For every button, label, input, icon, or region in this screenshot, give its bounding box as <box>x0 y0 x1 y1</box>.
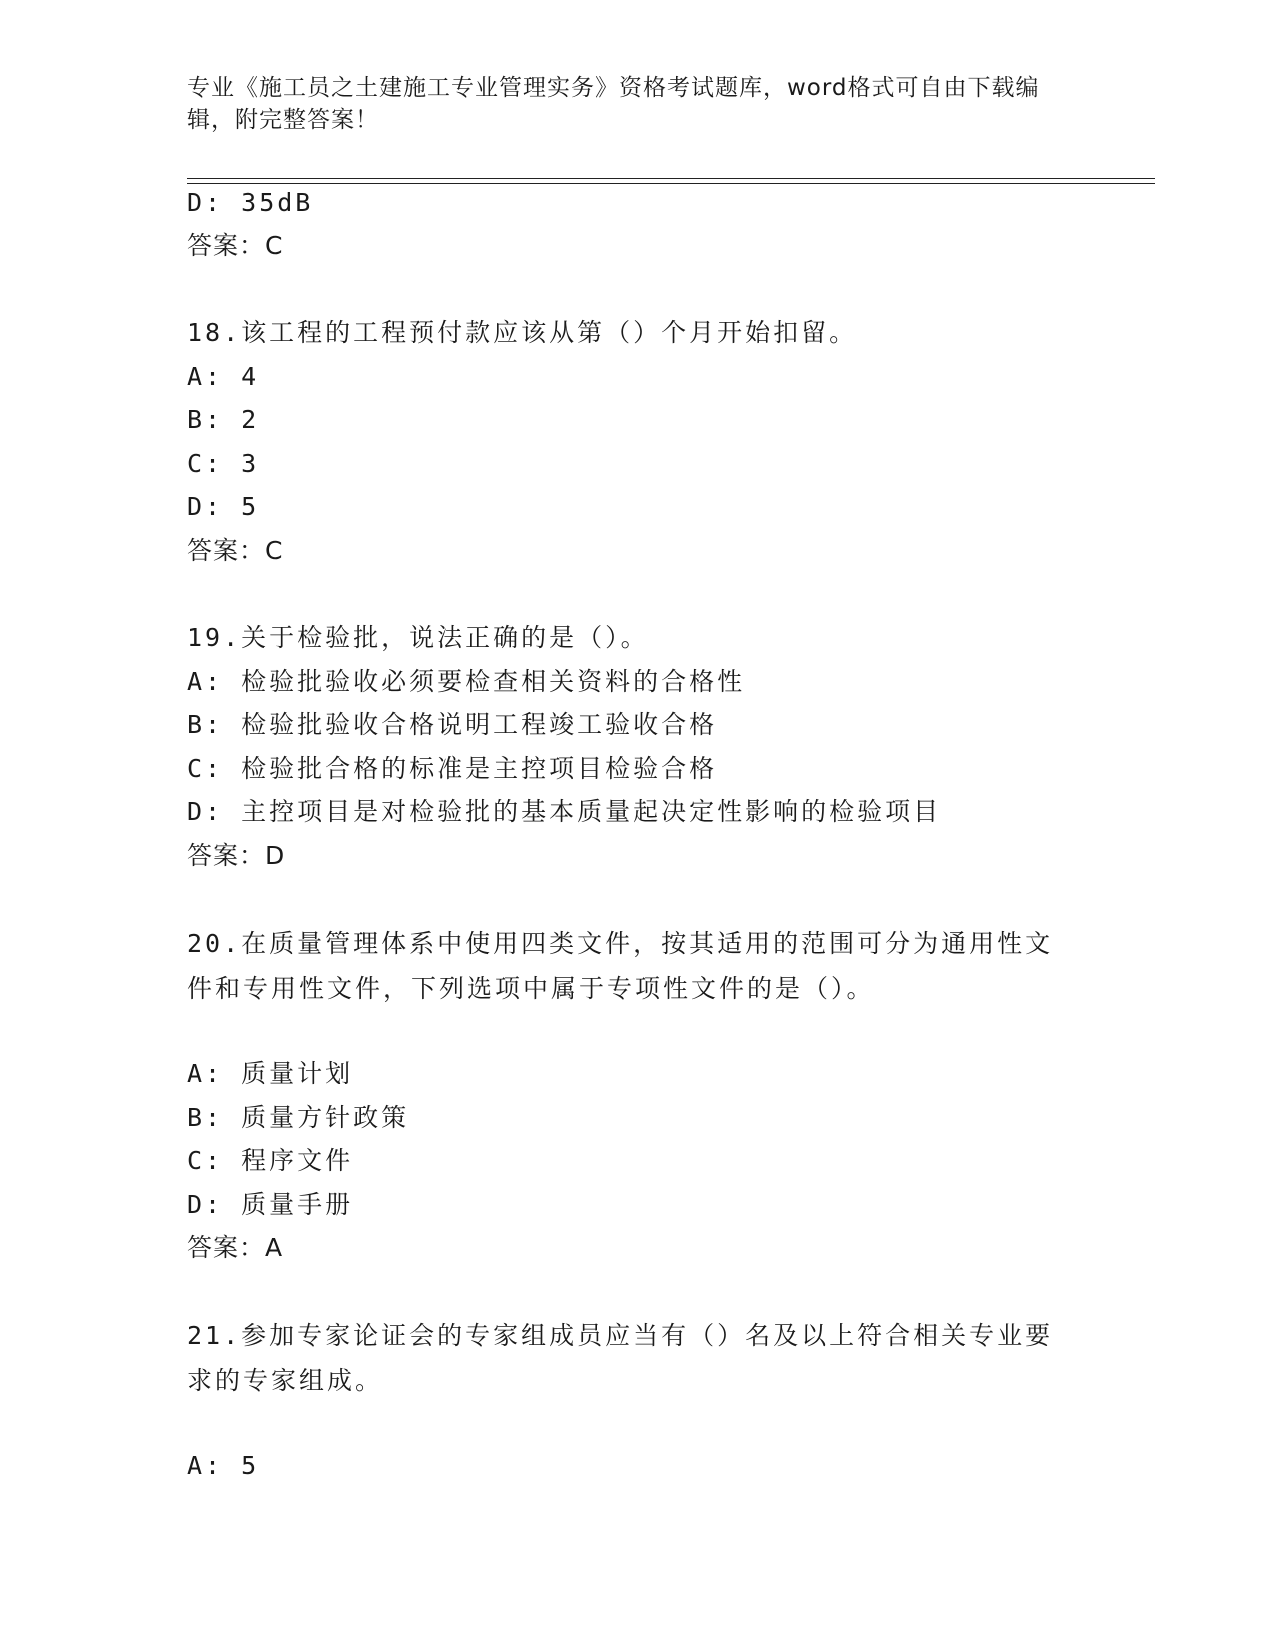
question-21-option-a: A: 5 <box>187 1451 260 1480</box>
header-divider-secondary <box>187 183 1155 184</box>
question-19-option-d: D: 主控项目是对检验批的基本质量起决定性影响的检验项目 <box>187 797 942 826</box>
question-18-answer: 答案：C <box>187 536 284 565</box>
question-19: 19.关于检验批，说法正确的是（）。 <box>187 623 649 652</box>
question-20-option-d: D: 质量手册 <box>187 1190 354 1219</box>
question-18-option-c: C: 3 <box>187 449 260 478</box>
question-21: 21.参加专家论证会的专家组成员应当有（）名及以上符合相关专业要求的专家组成。 <box>187 1321 1054 1395</box>
question-19-option-c: C: 检验批合格的标准是主控项目检验合格 <box>187 754 718 783</box>
question-20: 20.在质量管理体系中使用四类文件，按其适用的范围可分为通用性文件和专用性文件，下列选项中属于专项性文件的是（）。 <box>187 929 1054 1003</box>
question-18: 18.该工程的工程预付款应该从第（）个月开始扣留。 <box>187 318 858 347</box>
question-20-option-c: C: 程序文件 <box>187 1146 354 1175</box>
header-divider <box>187 178 1155 179</box>
question-19-answer: 答案：D <box>187 841 286 870</box>
question-18-option-b: B: 2 <box>187 405 260 434</box>
answer-previous: 答案：C <box>187 231 284 260</box>
question-18-option-a: A: 4 <box>187 362 260 391</box>
option-d-previous: D: 35dB <box>187 188 314 217</box>
question-20-option-b: B: 质量方针政策 <box>187 1103 410 1132</box>
question-20-answer: 答案：A <box>187 1233 284 1262</box>
question-20-option-a: A: 质量计划 <box>187 1059 354 1088</box>
document-header: 专业《施工员之土建施工专业管理实务》资格考试题库，word格式可自由下载编辑，附完整答案！ <box>187 75 1040 133</box>
question-18-option-d: D: 5 <box>187 492 260 521</box>
question-19-option-b: B: 检验批验收合格说明工程竣工验收合格 <box>187 710 718 739</box>
question-19-option-a: A: 检验批验收必须要检查相关资料的合格性 <box>187 667 746 696</box>
